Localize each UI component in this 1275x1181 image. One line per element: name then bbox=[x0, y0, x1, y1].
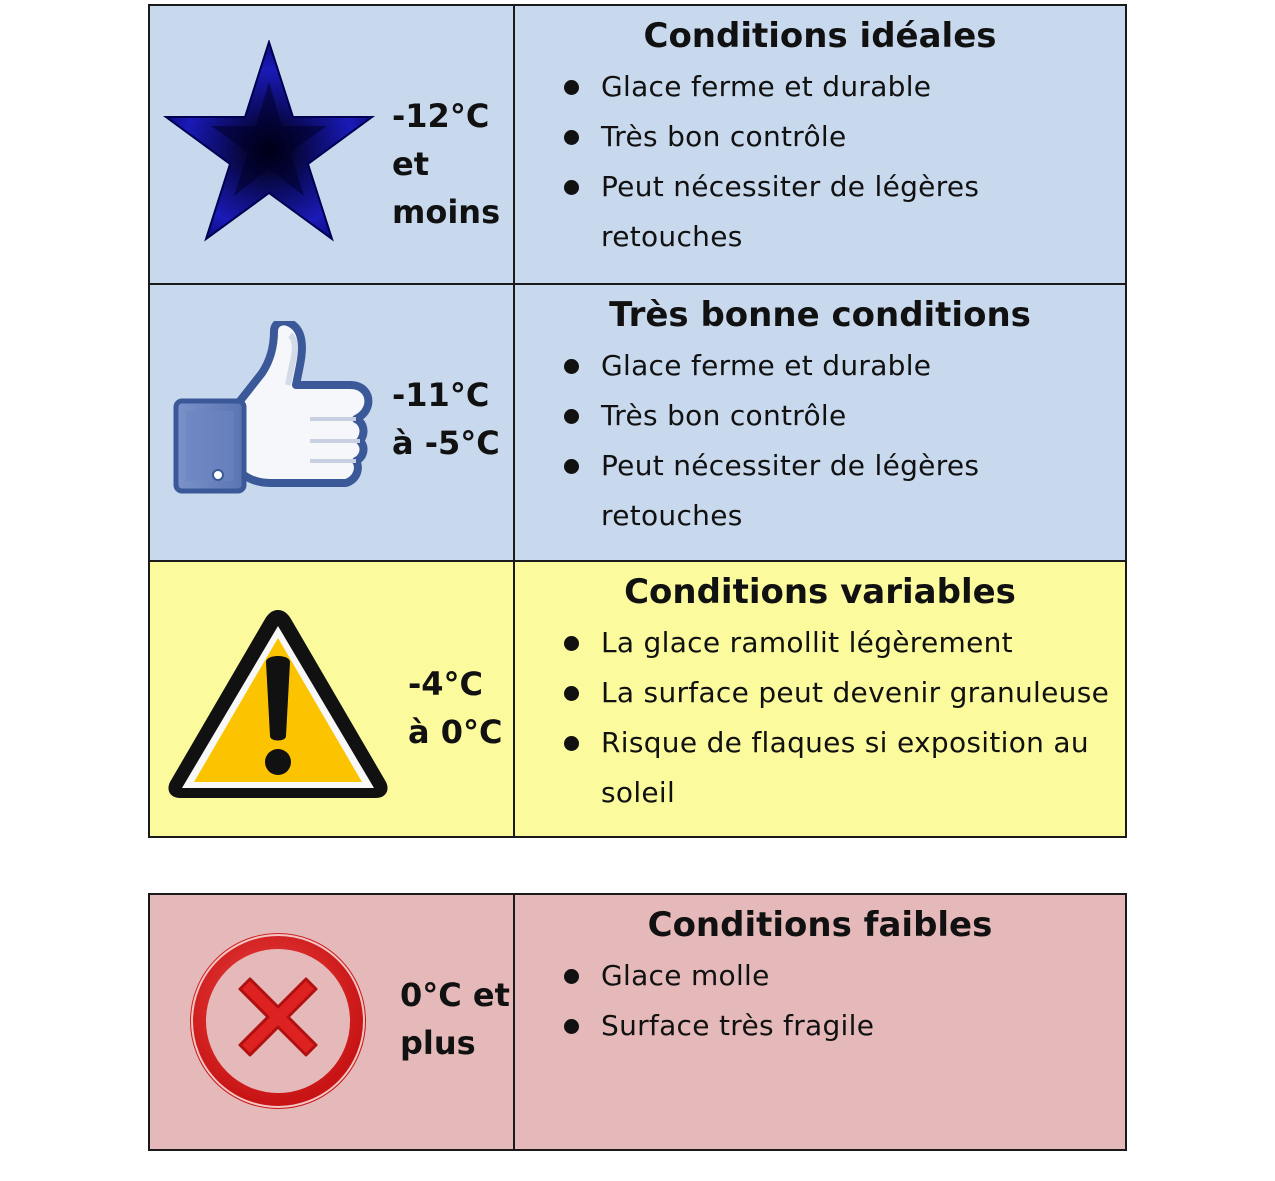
condition-bullet: Glace ferme et durable bbox=[561, 62, 1115, 112]
temperature-range bbox=[392, 92, 500, 236]
condition-heading: Très bonne conditions bbox=[609, 295, 1031, 335]
condition-bullet: Surface très fragile bbox=[561, 1001, 1115, 1051]
condition-details bbox=[515, 562, 1125, 836]
conditions-table bbox=[148, 4, 1127, 838]
condition-bullet: Peut nécessiter de légères retouches bbox=[561, 162, 1115, 262]
temperature-line: moins bbox=[392, 193, 501, 231]
temperature-range bbox=[400, 971, 510, 1067]
condition-bullet: Peut nécessiter de légères retouches bbox=[561, 441, 1115, 541]
condition-row-very-good bbox=[150, 283, 1125, 562]
condition-bullet-list bbox=[561, 62, 1115, 262]
temperature-range bbox=[408, 660, 502, 756]
condition-bullet-list bbox=[561, 951, 1115, 1051]
error-x-icon bbox=[188, 931, 368, 1115]
temperature-range bbox=[392, 371, 500, 467]
condition-row-poor bbox=[150, 895, 1125, 1149]
condition-details bbox=[515, 6, 1125, 285]
condition-bullet: Glace molle bbox=[561, 951, 1115, 1001]
condition-icon-cell bbox=[150, 6, 515, 285]
star-icon bbox=[162, 40, 376, 246]
temperature-line: -4°C bbox=[408, 665, 484, 703]
condition-heading: Conditions variables bbox=[624, 572, 1016, 612]
condition-bullet: La surface peut devenir granuleuse bbox=[561, 668, 1115, 718]
condition-bullet: Glace ferme et durable bbox=[561, 341, 1115, 391]
condition-bullet: La glace ramollit légèrement bbox=[561, 618, 1115, 668]
poor-conditions-table bbox=[148, 893, 1127, 1151]
temperature-line: 0°C et bbox=[400, 976, 510, 1014]
temperature-line: à -5°C bbox=[392, 424, 500, 462]
condition-details bbox=[515, 285, 1125, 562]
temperature-line: et bbox=[392, 145, 429, 183]
condition-row-variable bbox=[150, 560, 1125, 836]
condition-bullet-list bbox=[561, 618, 1115, 818]
temperature-line: -11°C bbox=[392, 376, 490, 414]
condition-icon-cell bbox=[150, 895, 515, 1149]
temperature-line: à 0°C bbox=[408, 713, 503, 751]
condition-bullet: Très bon contrôle bbox=[561, 112, 1115, 162]
condition-bullet: Risque de flaques si exposition au soleil bbox=[561, 718, 1115, 818]
condition-details bbox=[515, 895, 1125, 1149]
warning-icon bbox=[162, 602, 394, 808]
condition-icon-cell bbox=[150, 562, 515, 836]
thumbs-up-icon bbox=[170, 321, 376, 505]
condition-bullet-list bbox=[561, 341, 1115, 541]
condition-bullet: Très bon contrôle bbox=[561, 391, 1115, 441]
condition-row-ideal bbox=[150, 6, 1125, 285]
condition-heading: Conditions faibles bbox=[647, 905, 993, 945]
temperature-line: -12°C bbox=[392, 97, 490, 135]
temperature-line: plus bbox=[400, 1024, 476, 1062]
condition-icon-cell bbox=[150, 285, 515, 562]
condition-heading: Conditions idéales bbox=[643, 16, 997, 56]
